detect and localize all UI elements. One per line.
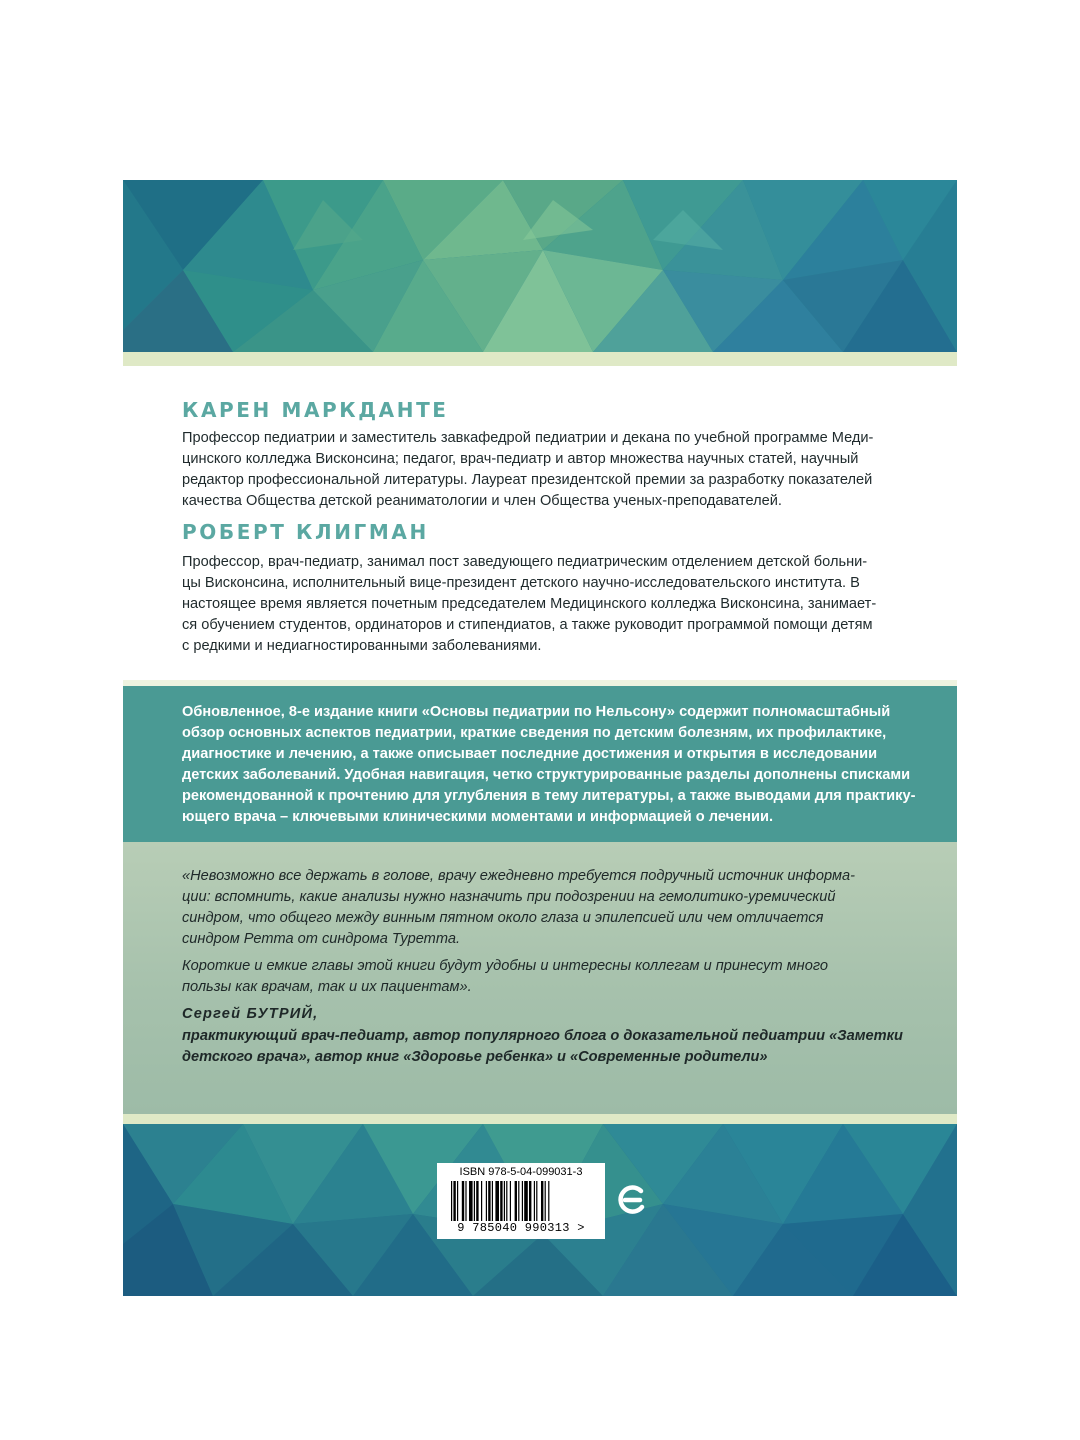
role-line: детского врача», автор книг «Здоровье ребенка» и «Современные родители» [182, 1049, 768, 1065]
authors-panel [123, 366, 957, 680]
barcode-bar [515, 1181, 517, 1221]
barcode-bar [541, 1181, 543, 1221]
quote-line: пользы как врачам, так и их пациентам». [182, 979, 472, 995]
bio-line: настоящее время является почетным председателем Медицинского колледжа Висконсина, занимает- [182, 596, 877, 612]
bio-line: цы Висконсина, исполнительный вице-президент детского научно-исследовательского института. В [182, 575, 860, 591]
barcode-bar [522, 1181, 523, 1221]
barcode-bar [529, 1181, 531, 1221]
light-divider-band-bottom [123, 1114, 957, 1124]
barcode-bar [486, 1181, 487, 1221]
barcode-bar [506, 1181, 507, 1221]
barcode-bar [462, 1181, 464, 1221]
quote-line: синдром Ретта от синдрома Туретта. [182, 931, 461, 947]
barcode-label [437, 1163, 605, 1239]
author-bio-2 [182, 552, 897, 657]
barcode-bar [481, 1181, 482, 1221]
quote-author: Сергей БУТРИЙ, [182, 1006, 319, 1022]
author-bio-1 [182, 428, 897, 512]
bio-line: Профессор, врач-педиатр, занимал пост заведующего педиатрическим отделением детской больни- [182, 554, 868, 570]
barcode-bar [536, 1181, 537, 1221]
barcode-bar [524, 1181, 528, 1221]
barcode-bar [488, 1181, 490, 1221]
quote-author-role [182, 1026, 903, 1068]
bio-line: Профессор педиатрии и заместитель завкафедрой педиатрии и декана по учебной программе Меди- [182, 430, 874, 446]
light-divider-band-top [123, 352, 957, 366]
author-name-1: КАРЕН МАРКДАНТЕ [182, 398, 449, 422]
barcode-bar [453, 1181, 455, 1221]
description-line: диагностике и лечению, а также описывает последние достижения и открытия в исследовании [182, 746, 878, 762]
description-line: ющего врача – ключевыми клиническими моментами и информацией о лечении. [182, 809, 773, 825]
bio-line: редактор профессиональной литературы. Лауреат президентской премии за разработку показателей [182, 472, 873, 488]
quote-paragraph-2 [182, 956, 897, 998]
isbn-text: ISBN 978-5-04-099031-3 [459, 1166, 583, 1178]
barcode-bar [510, 1181, 511, 1221]
quote-paragraph-1 [182, 866, 897, 950]
barcode-bar [504, 1181, 505, 1221]
barcode-bar [495, 1181, 499, 1221]
description-line: детских заболеваний. Удобная навигация, четко структурированные разделы дополнены списками [182, 767, 911, 783]
quote-line: синдром, что общего между винным пятном около глаза и эпилепсией или чем отличается [182, 910, 824, 926]
barcode-bar [465, 1181, 466, 1221]
barcode-bar [500, 1181, 502, 1221]
description-panel [123, 686, 957, 842]
description-line: Обновленное, 8-е издание книги «Основы педиатрии по Нельсону» содержит полномасштабный [182, 704, 891, 720]
quote-line: Короткие и емкие главы этой книги будут удобны и интересны коллегам и принесут много [182, 958, 828, 974]
barcode-bar [474, 1181, 475, 1221]
quote-panel [123, 842, 957, 1114]
quote-line: ции: вспомнить, какие анализы нужно назначить при подозрении на гемолитико-уремический [182, 889, 836, 905]
barcode-bar [518, 1181, 519, 1221]
bio-line: цинского колледжа Висконсина; педагог, врач-педиатр и автор множества научных статей, научный [182, 451, 859, 467]
barcode-bar [469, 1181, 473, 1221]
barcode-bar [451, 1181, 452, 1221]
polygon-pattern-top [123, 180, 957, 352]
barcode-bar [548, 1181, 549, 1221]
barcode-bars [449, 1181, 593, 1221]
eksmo-logo-icon [615, 1182, 647, 1218]
author-name-2: РОБЕРТ КЛИГМАН [182, 520, 429, 544]
barcode-digits: 9 785040 990313 > [457, 1221, 585, 1235]
barcode-bar [492, 1181, 493, 1221]
book-back-cover [123, 180, 957, 1296]
bio-line: с редкими и недиагностированными заболеваниями. [182, 638, 542, 654]
barcode-bar [545, 1181, 546, 1221]
description-line: рекомендованной к прочтению для углубления в тему литературы, а также выводами для практику- [182, 788, 916, 804]
barcode-bar [534, 1181, 535, 1221]
bio-line: ся обучением студентов, ординаторов и стипендиатов, а также руководит программой помощи детям [182, 617, 873, 633]
barcode-bar [476, 1181, 478, 1221]
role-line: практикующий врач-педиатр, автор популярного блога о доказательной педиатрии «Заметки [182, 1028, 903, 1044]
book-description [182, 702, 916, 828]
barcode-bar [457, 1181, 458, 1221]
description-line: обзор основных аспектов педиатрии, краткие сведения по детским болезням, их профилактике, [182, 725, 887, 741]
quote-line: «Невозможно все держать в голове, врачу ежедневно требуется подручный источник информа- [182, 868, 855, 884]
bio-line: качества Общества детской реаниматологии и член Общества ученых-преподавателей. [182, 493, 782, 509]
